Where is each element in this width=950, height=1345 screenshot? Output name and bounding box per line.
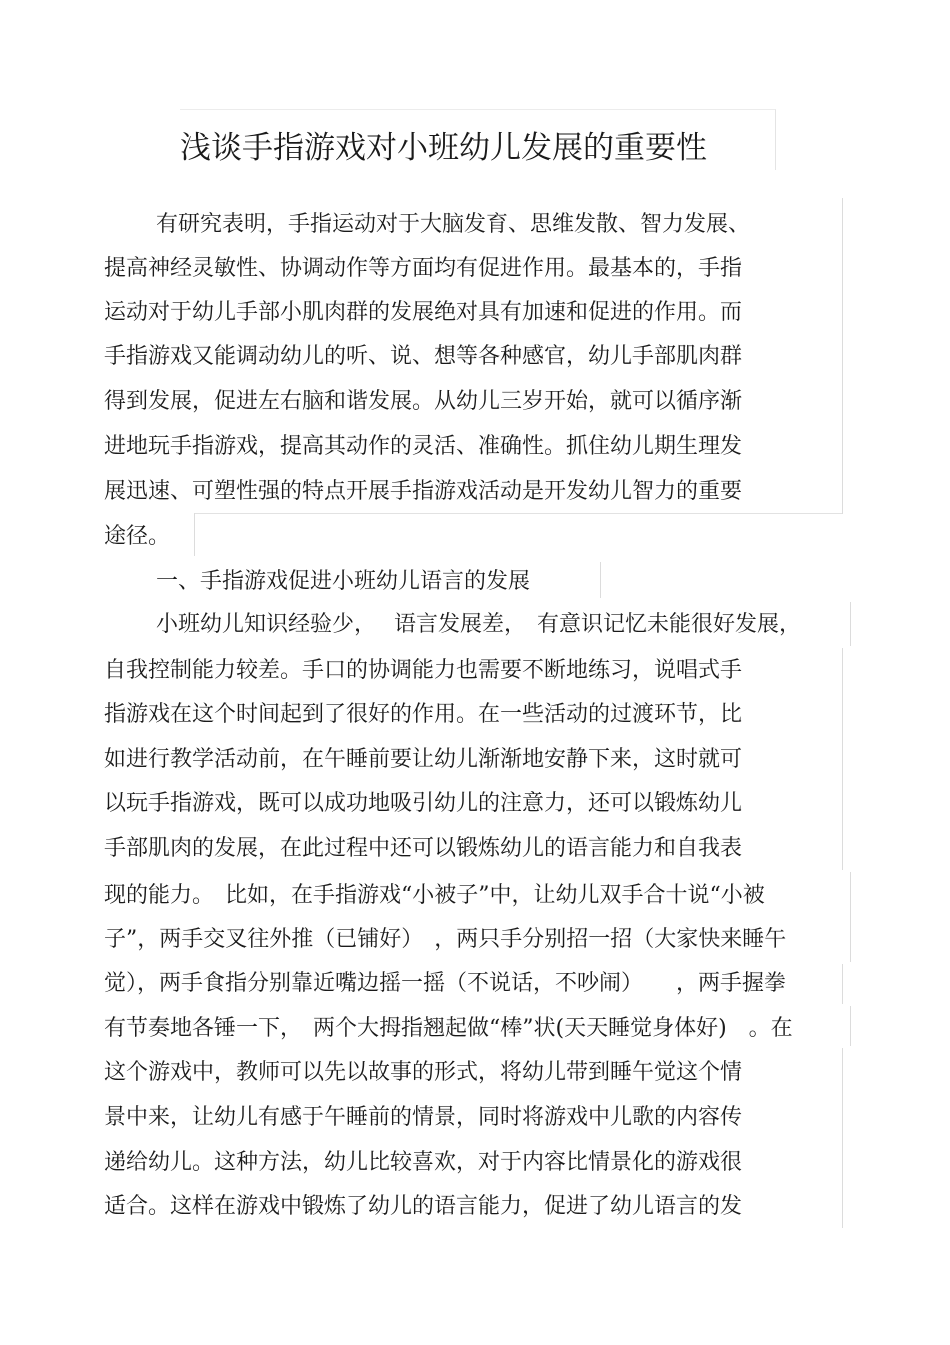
paragraph-line: 展迅速、可塑性强的特点开展手指游戏活动是开发幼儿智力的重要 bbox=[104, 479, 743, 504]
paragraph-line: 小班幼儿知识经验少， 语言发展差， 有意识记忆未能很好发展， bbox=[156, 612, 801, 637]
paragraph-line: 指游戏在这个时间起到了很好的作用。在一些活动的过渡环节，比 bbox=[104, 702, 743, 727]
paragraph-line: 如进行教学活动前，在午睡前要让幼儿渐渐地安静下来，这时就可 bbox=[104, 747, 743, 772]
paragraph-line: 以玩手指游戏，既可以成功地吸引幼儿的注意力，还可以锻炼幼儿 bbox=[104, 791, 743, 816]
paragraph-line: 提高神经灵敏性、协调动作等方面均有促进作用。最基本的，手指 bbox=[104, 256, 743, 281]
paragraph-line: 手指游戏又能调动幼儿的听、说、想等各种感官，幼儿手部肌肉群 bbox=[104, 344, 743, 369]
paragraph-line: 景中来，让幼儿有感于午睡前的情景，同时将游戏中儿歌的内容传 bbox=[104, 1105, 743, 1130]
paragraph-line: 进地玩手指游戏，提高其动作的灵活、准确性。抓住幼儿期生理发 bbox=[104, 434, 743, 459]
frame-line bbox=[194, 513, 842, 514]
paragraph-line: 这个游戏中，教师可以先以故事的形式，将幼儿带到睡午觉这个情 bbox=[104, 1060, 743, 1085]
paragraph-line: 觉），两手食指分别靠近嘴边摇一摇（不说话，不吵闹） ，两手握拳 bbox=[104, 971, 787, 996]
document-title: 浅谈手指游戏对小班幼儿发展的重要性 bbox=[180, 130, 707, 166]
paragraph-line: 递给幼儿。这种方法，幼儿比较喜欢，对于内容比情景化的游戏很 bbox=[104, 1150, 743, 1175]
paragraph-line: 有节奏地各锤一下， 两个大拇指翘起做“棒”状(天天睡觉身体好) 。在 bbox=[104, 1016, 793, 1041]
paragraph-line: 子”，两手交叉往外推（已铺好） ，两只手分别招一招（大家快来睡午 bbox=[104, 927, 787, 952]
paragraph-line: 得到发展，促进左右脑和谐发展。从幼儿三岁开始，就可以循序渐 bbox=[104, 389, 743, 414]
paragraph-line: 途径。 bbox=[104, 524, 171, 549]
paragraph-line: 有研究表明，手指运动对于大脑发育、思维发散、智力发展、 bbox=[156, 212, 751, 237]
paragraph-line: 适合。这样在游戏中锻炼了幼儿的语言能力，促进了幼儿语言的发 bbox=[104, 1194, 743, 1219]
section-heading: 一、手指游戏促进小班幼儿语言的发展 bbox=[156, 569, 531, 594]
paragraph-line: 运动对于幼儿手部小肌肉群的发展绝对具有加速和促进的作用。而 bbox=[104, 300, 743, 325]
paragraph-line: 自我控制能力较差。手口的协调能力也需要不断地练习，说唱式手 bbox=[104, 658, 743, 683]
paragraph-line: 现的能力。 比如，在手指游戏“小被子”中，让幼儿双手合十说“小被 bbox=[104, 883, 765, 908]
paragraph-line: 手部肌肉的发展，在此过程中还可以锻炼幼儿的语言能力和自我表 bbox=[104, 836, 743, 861]
